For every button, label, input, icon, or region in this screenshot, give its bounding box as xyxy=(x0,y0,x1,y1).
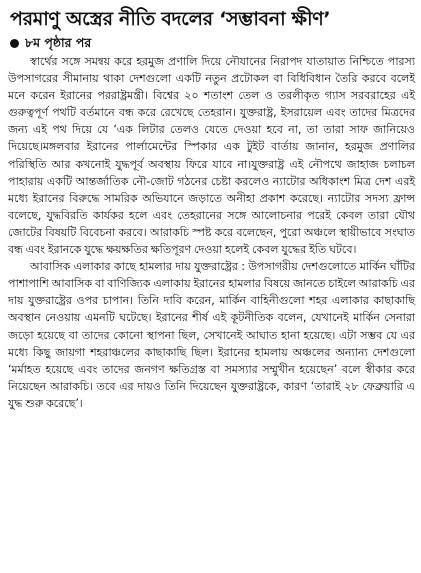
headline: পরমাণু অস্ত্রের নীতি বদলের ‘সম্ভাবনা ক্ষীণ’ xyxy=(10,8,331,30)
bullet-icon xyxy=(10,39,19,48)
paragraph-2: আবাসিক এলাকার কাছে হামলার দায় যুক্তরাষ্ট্রের : উপসাগরীয় দেশগুলোতে মার্কিন ঘাঁটির পাশাপাশি আবাসিক বা বাণিজ্যিক এলাকায় ইরানের হামলার বিষয়ে জানতে চাইলে আরাকচি এর দায় যুক্তরাষ্ট্রের ওপর চাপান। তিনি দাবি করেন, মার্কিন বাহিনীগুলো শহর এলাকার কাছাকাছি অবস্থান নেওয়ায় এমনটি ঘটেছে। ইরানের শীর্ষ এই কূটনীতিক বলেন, যেখানেই মার্কিন সেনারা জড়ো হয়েছে বা তাদের কোনো স্থাপনা ছিল, সেখানেই আঘাত হানা হয়েছে। এটা সম্ভব যে এর মধ্যে কিছু জায়গা শহরাঞ্চলের কাছাকাছি ছিল। ইরানের হামলায় অঞ্চলের অন্যান্য দেশগুলো ‘মর্মাহত হয়েছে এবং তাদের জনগণ ক্ষতিগ্রস্ত বা সমস্যার সম্মুখীন হয়েছেন’ বলে স্বীকার করে নিয়েছেন আরাকচি। তবে এর দায়ও তিনি দিয়েছেন যুক্তরাষ্ট্রকে, কারণ ‘তারাই ২৮ ফেব্রুয়ারি এ যুদ্ধ শুরু করেছে’। xyxy=(8,260,415,410)
paragraph-1: স্বার্থের সঙ্গে সমন্বয় করে হরমুজ প্রণালি দিয়ে নৌযানের নিরাপদ যাতায়াত নিশ্চিতে পারস্য উপসাগরের সীমানায় থাকা দেশগুলো একটি নতুন প্রটোকল বা বিধিবিধান তৈরি করবে বলেই মনে করেন ইরানের পররাষ্ট্রমন্ত্রী। বিশ্বের ২০ শতাংশ তেল ও তরলীকৃত গ্যাস সরবরাহের এই গুরুত্বপূর্ণ পথটি বর্তমানে বন্ধ করে রেখেছে তেহরান। যুক্তরাষ্ট্র, ইসরায়েল এবং তাদের মিত্রদের জন্য এই পথ দিয়ে যে ‘এক লিটার তেলও যেতে দেওয়া হবে না, তা তারা সাফ জানিয়েও দিয়েছে।মঙ্গলবার ইরানের পার্লামেন্টের স্পিকার এক টুইট বার্তায় জানান, হরমুজ প্রণালির পরিস্থিতি আর কখনোই যুদ্ধপূর্ব অবস্থায় ফিরে যাবে না।যুক্তরাষ্ট্র এই নৌপথে জাহাজ চলাচল পাহারায় একটি আন্তর্জাতিক নৌ-জোট গঠনের চেষ্টা করলেও ন্যাটোর অধিকাংশ মিত্র দেশ এরই মধ্যে ইরানের বিরুদ্ধে সামরিক অভিযানে জড়াতে অনীহা প্রকাশ করেছে। ন্যাটোর সদস্য ফ্রান্স বলেছে, যুদ্ধবিরতি কার্যকর হলে এবং তেহরানের সঙ্গে আলোচনার পরেই কেবল তারা যৌথ জোটের বিষয়টি বিবেচনা করবে। আরাকচি স্পষ্ট করে বলেছেন, পুরো অঞ্চলে স্থায়ীভাবে সংঘাত বন্ধ এবং ইরানকে যুদ্ধে ক্ষয়ক্ষতির ক্ষতিপূরণ দেওয়া হলেই কেবল যুদ্ধের ইতি ঘটবে। xyxy=(8,55,415,257)
continued-from-text: ৮ম পৃষ্ঠার পর xyxy=(25,35,92,50)
continued-from-label xyxy=(10,35,415,51)
